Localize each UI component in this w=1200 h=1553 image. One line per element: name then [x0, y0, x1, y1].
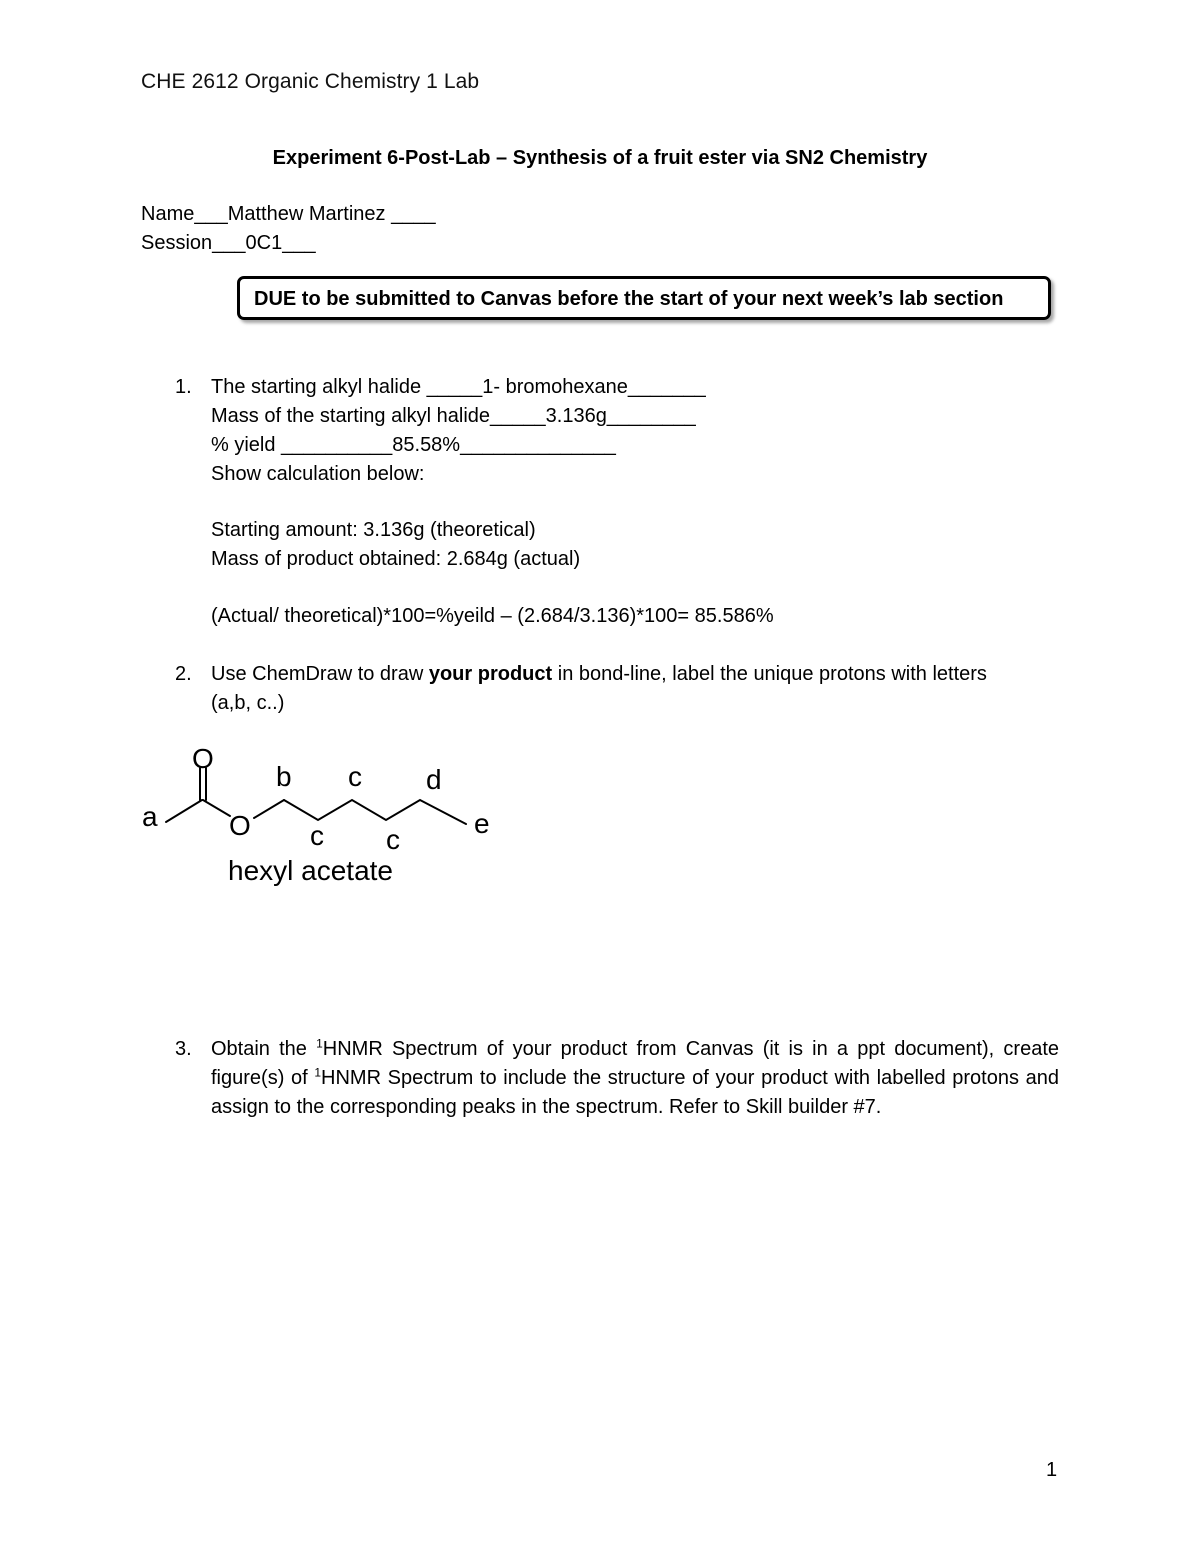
q3-number: 3.: [175, 1038, 192, 1060]
q1-line-alkyl-halide: The starting alkyl halide _____1- bromohexane_______: [211, 376, 706, 398]
q3-text: [211, 1035, 1059, 1122]
q2-number: 2.: [175, 663, 192, 685]
q2-text: [211, 660, 987, 689]
proton-label-e: e: [474, 808, 490, 839]
due-notice-text: DUE to be submitted to Canvas before the start of your next week’s lab section: [254, 288, 1004, 310]
q2-text-line2: (a,b, c..): [211, 692, 285, 714]
q3-sup1: 1: [316, 1036, 323, 1051]
page-title: Experiment 6-Post-Lab – Synthesis of a fruit ester via SN2 Chemistry: [272, 147, 928, 169]
proton-label-a: a: [142, 801, 158, 832]
bond-o-chain: [254, 800, 284, 818]
q1-line-product-mass: Mass of product obtained: 2.684g (actual): [211, 548, 581, 570]
student-name-line: Name___Matthew Martinez ____: [141, 203, 436, 225]
q1-line-show-calc: Show calculation below:: [211, 463, 425, 485]
q3-part2: HNMR Spectrum of your product from Canvas (it is in a ppt document), create figure(s) of: [211, 1038, 1060, 1089]
hexyl-acetate-structure: [130, 740, 510, 890]
due-notice-box: [237, 276, 1051, 320]
bond-c-o: [203, 800, 230, 816]
q1-line-mass: Mass of the starting alkyl halide_____3.136g________: [211, 405, 696, 427]
q2-text-after: in bond-line, label the unique protons with letters: [552, 663, 987, 685]
proton-label-b: b: [276, 761, 292, 792]
proton-label-d: d: [426, 764, 442, 795]
molecule-name: hexyl acetate: [228, 855, 393, 886]
q3-part3: HNMR Spectrum to include the structure of your product with labelled protons and assign to the corresponding peaks in the spectrum. Refer to Skill builder #7.: [211, 1067, 1059, 1118]
ester-oxygen-label: O: [229, 810, 251, 841]
page-number: 1: [1046, 1459, 1058, 1481]
q1-line-calculation: (Actual/ theoretical)*100=%yeild – (2.684/3.136)*100= 85.586%: [211, 605, 774, 627]
carbonyl-oxygen-label: O: [192, 743, 214, 774]
bond-methyl: [166, 800, 202, 822]
proton-label-c1: c: [310, 820, 324, 851]
q3-part1: Obtain the: [211, 1038, 317, 1060]
q3-sup2: 1: [314, 1065, 322, 1080]
q1-number: 1.: [175, 376, 192, 398]
q1-line-starting-amount: Starting amount: 3.136g (theoretical): [211, 519, 536, 541]
proton-label-c2: c: [348, 761, 362, 792]
session-line: Session___0C1___: [141, 232, 316, 254]
course-header: CHE 2612 Organic Chemistry 1 Lab: [141, 70, 480, 93]
q2-text-bold: your product: [428, 663, 553, 685]
q1-line-yield: % yield __________85.58%______________: [211, 434, 616, 456]
q2-text-before: Use ChemDraw to draw: [211, 663, 429, 685]
proton-label-c3: c: [386, 824, 400, 855]
